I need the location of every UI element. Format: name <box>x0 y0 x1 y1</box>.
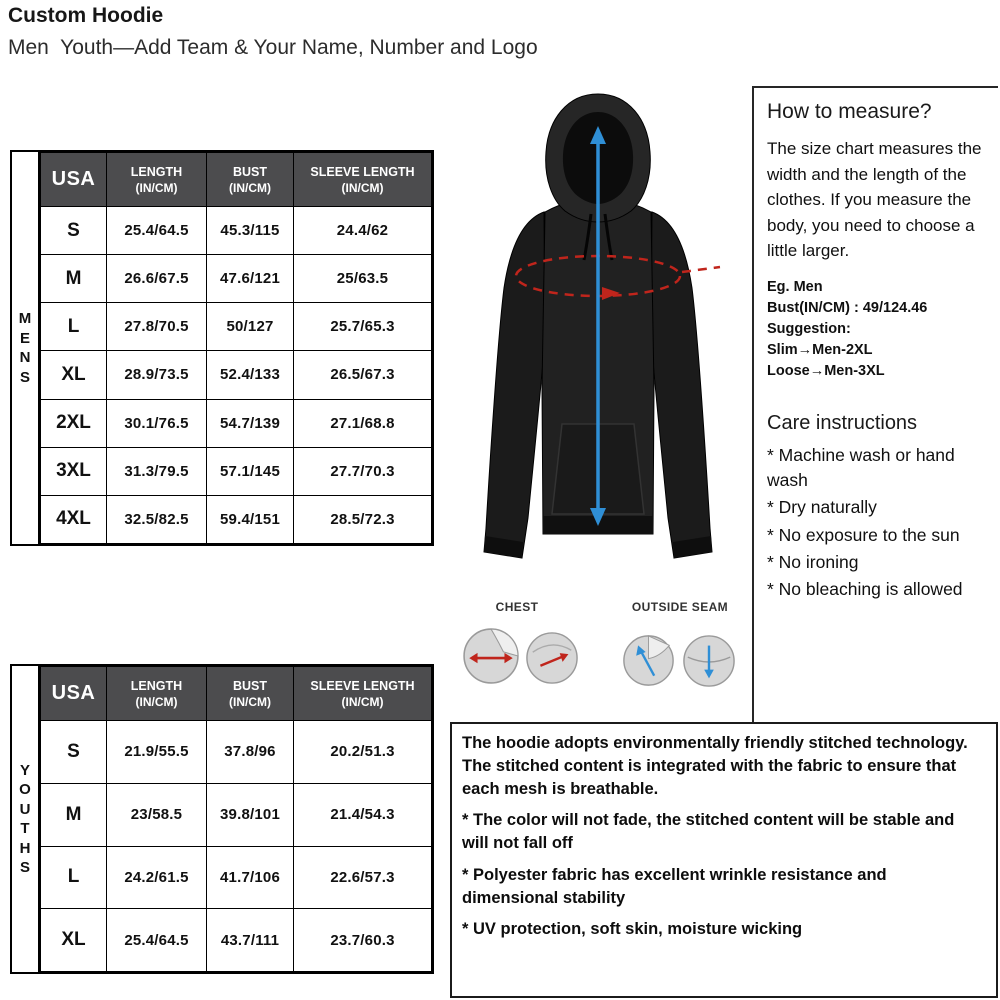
product-description-box <box>450 722 998 998</box>
bust-cell: 39.8/101 <box>207 783 294 846</box>
col-unit: (IN/CM) <box>229 694 271 709</box>
length-cell: 28.9/73.5 <box>107 351 207 399</box>
example-line: Suggestion: <box>767 320 851 337</box>
sleeve-cell: 20.2/51.3 <box>294 721 432 784</box>
sleeve-cell: 23.7/60.3 <box>294 909 432 972</box>
usa-header-cell: USA <box>41 667 107 721</box>
bust-cell: 43.7/111 <box>207 909 294 972</box>
size-row <box>41 303 432 351</box>
care-item: * No bleaching is allowed <box>767 579 963 600</box>
length-cell: 30.1/76.5 <box>107 399 207 447</box>
sleeve-cell: 22.6/57.3 <box>294 846 432 909</box>
care-item: * No ironing <box>767 552 859 573</box>
youth-group-label: Y O U T H S <box>19 761 31 876</box>
page-title: Custom Hoodie <box>8 4 164 27</box>
col-unit: (IN/CM) <box>341 180 384 195</box>
bust-cell: 54.7/139 <box>207 399 294 447</box>
seam-diagonal-icon <box>622 634 675 687</box>
length-cell: 24.2/61.5 <box>107 846 207 909</box>
length-cell: 21.9/55.5 <box>107 721 207 784</box>
size-row <box>41 255 432 303</box>
how-to-measure-panel <box>752 86 998 724</box>
care-item: * Dry naturally <box>767 497 877 518</box>
outside-seam-label: OUTSIDE SEAM <box>631 600 729 614</box>
bust-cell: 37.8/96 <box>207 721 294 784</box>
care-instructions-list <box>767 443 994 603</box>
youth-size-table <box>10 664 434 974</box>
length-cell: 31.3/79.5 <box>107 447 207 495</box>
example-line: Slim→Men-2XL <box>767 341 873 358</box>
table-header-row <box>41 667 432 721</box>
mens-table-body <box>41 207 432 544</box>
size-row <box>41 783 432 846</box>
size-cell: S <box>41 721 107 784</box>
description-paragraph: The hoodie adopts environmentally friendly stitched technology. The stitched content is integrated with the fabric to ensure that each mesh is breathable. <box>462 734 968 798</box>
col-label: LENGTH <box>130 678 183 693</box>
length-cell: 25.4/64.5 <box>107 207 207 255</box>
bust-cell: 45.3/115 <box>207 207 294 255</box>
size-cell: XL <box>41 351 107 399</box>
sleeve-cell: 24.4/62 <box>294 207 432 255</box>
usa-header-cell: USA <box>41 153 107 207</box>
mens-group-label: M E N S <box>18 310 32 386</box>
size-cell: XL <box>41 909 107 972</box>
length-cell: 27.8/70.5 <box>107 303 207 351</box>
youth-group-column <box>12 666 40 972</box>
sleeve-cell: 27.7/70.3 <box>294 447 432 495</box>
length-cell: 25.4/64.5 <box>107 909 207 972</box>
mens-group-column <box>12 152 40 544</box>
size-row <box>41 207 432 255</box>
size-row <box>41 351 432 399</box>
bust-cell: 50/127 <box>207 303 294 351</box>
size-cell: 3XL <box>41 447 107 495</box>
description-bullet: * Polyester fabric has excellent wrinkle resistance and dimensional stability <box>462 865 887 907</box>
col-unit: (IN/CM) <box>229 180 271 195</box>
sleeve-cell: 27.1/68.8 <box>294 399 432 447</box>
length-header-cell <box>107 667 207 721</box>
size-cell: M <box>41 783 107 846</box>
col-label: SLEEVE LENGTH <box>310 678 415 693</box>
page-subtitle: Men Youth—Add Team & Your Name, Number and Logo <box>8 36 538 59</box>
bust-cell: 52.4/133 <box>207 351 294 399</box>
bust-cell: 57.1/145 <box>207 447 294 495</box>
length-cell: 23/58.5 <box>107 783 207 846</box>
youth-table <box>40 666 432 972</box>
example-line: Eg. Men <box>767 278 823 295</box>
col-label: SLEEVE LENGTH <box>310 164 415 179</box>
example-line: Bust(IN/CM) : 49/124.46 <box>767 299 928 316</box>
table-header-row <box>41 153 432 207</box>
col-unit: (IN/CM) <box>341 694 384 709</box>
col-label: BUST <box>232 678 268 693</box>
col-unit: (IN/CM) <box>135 180 178 195</box>
size-cell: 2XL <box>41 399 107 447</box>
sleeve-cell: 25.7/65.3 <box>294 303 432 351</box>
description-bullet: * UV protection, soft skin, moisture wicking <box>462 920 803 939</box>
mens-table <box>40 152 432 544</box>
bust-cell: 59.4/151 <box>207 495 294 543</box>
col-label: LENGTH <box>130 164 183 179</box>
bust-cell: 47.6/121 <box>207 255 294 303</box>
size-row <box>41 721 432 784</box>
col-label: BUST <box>232 164 268 179</box>
care-instructions-title: Care instructions <box>767 411 918 434</box>
length-cell: 26.6/67.5 <box>107 255 207 303</box>
sleeve-cell: 21.4/54.3 <box>294 783 432 846</box>
size-cell: M <box>41 255 107 303</box>
hoodie-illustration <box>448 88 748 593</box>
mens-size-table <box>10 150 434 546</box>
chest-width-icon <box>462 627 520 685</box>
sleeve-cell: 28.5/72.3 <box>294 495 432 543</box>
length-header-cell <box>107 153 207 207</box>
size-row <box>41 909 432 972</box>
size-cell: L <box>41 846 107 909</box>
size-row <box>41 447 432 495</box>
bust-header-cell <box>207 667 294 721</box>
example-line: Loose→Men-3XL <box>767 362 885 379</box>
sleeve-header-cell <box>294 153 432 207</box>
chest-label: CHEST <box>495 600 539 614</box>
size-cell: L <box>41 303 107 351</box>
col-unit: (IN/CM) <box>135 694 178 709</box>
bust-cell: 41.7/106 <box>207 846 294 909</box>
size-cell: 4XL <box>41 495 107 543</box>
size-row <box>41 846 432 909</box>
sleeve-header-cell <box>294 667 432 721</box>
bust-header-cell <box>207 153 294 207</box>
size-cell: S <box>41 207 107 255</box>
size-row <box>41 399 432 447</box>
care-item: * No exposure to the sun <box>767 524 960 545</box>
how-to-measure-body: The size chart measures the width and the length of the clothes. If you measure the body, you need to choose a little larger. <box>767 139 982 260</box>
how-to-measure-title: How to measure? <box>767 100 932 123</box>
seam-down-icon <box>682 634 736 688</box>
size-row <box>41 495 432 543</box>
youth-table-body <box>41 721 432 972</box>
sleeve-cell: 26.5/67.3 <box>294 351 432 399</box>
length-cell: 32.5/82.5 <box>107 495 207 543</box>
measure-example-block <box>767 277 994 382</box>
care-item: * Machine wash or hand wash <box>767 444 955 490</box>
sleeve-cell: 25/63.5 <box>294 255 432 303</box>
description-bullet: * The color will not fade, the stitched content will be stable and will not fall off <box>462 811 955 853</box>
chest-fold-icon <box>525 631 579 685</box>
